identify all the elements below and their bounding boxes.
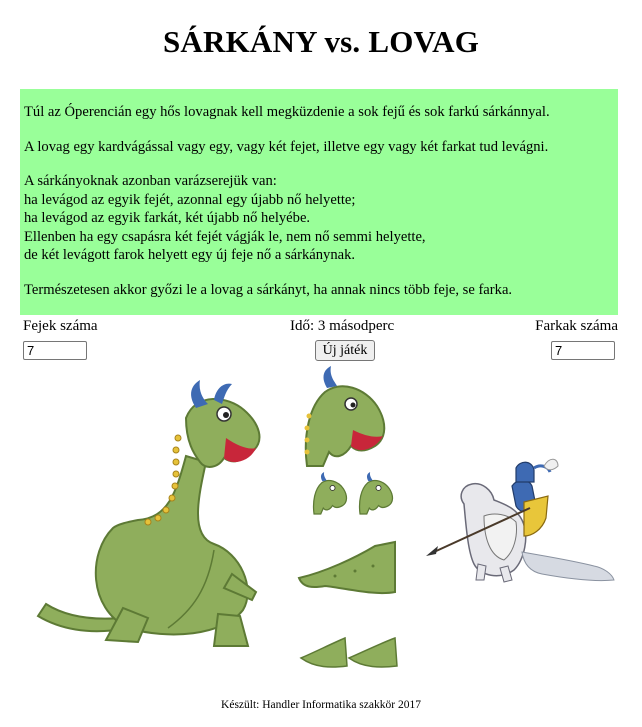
new-game-button[interactable]: Új játék — [315, 340, 375, 361]
rules-paragraph-4: Természetesen akkor győzi le a lovag a sárkányt, ha annak nincs több feje, se farka. — [24, 281, 513, 298]
heads-label: Fejek száma — [23, 318, 98, 334]
timer-label: Idő: 3 másodperc — [290, 318, 395, 334]
rules-paragraph-2: A lovag egy kardvágással vagy egy, vagy két fejet, illetve egy vagy két farkat tud levágni. — [24, 138, 549, 155]
rules-line: Ellenben ha egy csapásra két fejét vágják le, nem nő semmi helyette, — [24, 228, 426, 245]
rules-line: ha levágod az egyik farkát, két újabb nő helyébe. — [24, 210, 311, 226]
rules-paragraph-1: Túl az Óperencián egy hős lovagnak kell megküzdenie a sok fejű és sok farkú sárkánnyal. — [24, 104, 550, 120]
dragon-illustration — [18, 378, 273, 658]
page-title: SÁRKÁNY vs. LOVAG — [162, 24, 480, 59]
rules-line: ha levágod az egyik fejét, azonnal egy újabb nő helyette; — [24, 191, 356, 208]
tails-count-input[interactable] — [551, 341, 615, 360]
footer-credit: Készült: Handler Informatika szakkör 2017 — [221, 699, 421, 711]
knight-illustration — [424, 456, 620, 586]
heads-count-input[interactable] — [23, 341, 87, 360]
tails-label: Farkak száma — [535, 318, 618, 334]
dragon-heads-column — [295, 366, 400, 676]
rules-line: A sárkányoknak azonban varázserejük van: — [24, 173, 277, 189]
rules-paragraph-3 — [24, 172, 614, 265]
rules-line: de két levágott farok helyett egy új feje nő a sárkánynak. — [24, 247, 356, 263]
rules-box — [20, 89, 618, 315]
